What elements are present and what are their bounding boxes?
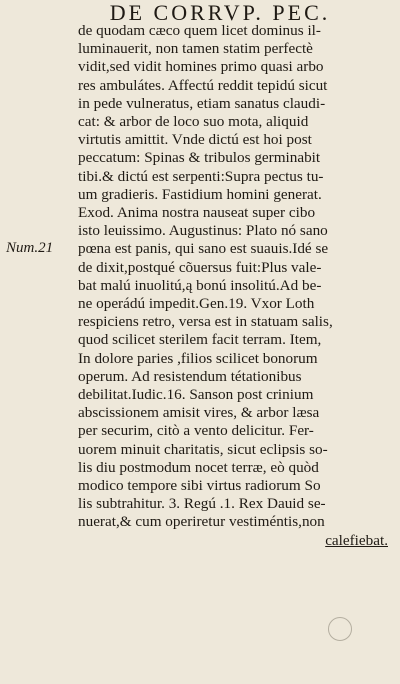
- text-line: vidit,sed vidit homines primo quasi arbo: [78, 58, 324, 76]
- body-text: [78, 22, 388, 550]
- text-line: In dolore paries ,filios scilicet bonorum: [78, 349, 318, 367]
- text-line: in pede vulneratus, etiam sanatus claudi-: [78, 94, 326, 112]
- library-stamp-icon: [328, 617, 352, 641]
- text-line: Exod. Anima nostra nauseat super cibo: [78, 204, 316, 222]
- text-line: lis diu postmodum nocet terræ, eò quòd: [78, 458, 319, 476]
- text-line: respiciens retro, versa est in statuam salis,: [78, 313, 333, 331]
- text-line: tibi.& dictú est serpenti:Supra pectus tu-: [78, 167, 324, 185]
- text-line: bat malú inuolitú,ą bonú insolitú.Ad be-: [78, 276, 322, 294]
- text-line: res ambulátes. Affectú reddit tepidú sicut: [78, 76, 328, 94]
- text-line: cat: & arbor de loco suo mota, aliquid: [78, 113, 309, 131]
- text-line: uorem minuit charitatis, sicut eclipsis so-: [78, 440, 328, 458]
- text-line: quod scilicet sterilem facit terram. Item,: [78, 331, 322, 349]
- text-line: de quodam cæco quem licet dominus il-: [78, 22, 321, 39]
- text-line: pœna est panis, qui sano est suauis.Idé se: [78, 240, 329, 258]
- text-line: peccatum: Spinas & tribulos germinabit: [78, 149, 321, 167]
- margin-note: Num.21: [6, 240, 54, 256]
- text-line: debilitat.Iudic.16. Sanson post crinium: [78, 386, 314, 404]
- catchword: calefiebat.: [325, 531, 388, 549]
- text-line: ne operádú impedit.Gen.19. Vxor Loth: [78, 295, 315, 313]
- text-line: luminauerit, non tamen statim perfectè: [78, 40, 313, 58]
- text-line: modico tempore sibi virtus radiorum So: [78, 477, 321, 495]
- text-line: um gradieris. Fastidium homini generat.: [78, 185, 322, 203]
- text-line: operum. Ad resistendum tétationibus: [78, 367, 302, 385]
- text-line: de dixit,postqué cõuersus fuit:Plus vale-: [78, 258, 322, 276]
- text-line: isto leuissimo. Augustinus: Plato nó sano: [78, 222, 328, 240]
- text-line: lis subtrahitur. 3. Regú .1. Rex Dauid se-: [78, 495, 326, 513]
- text-line: virtutis amittit. Vnde dictú est hoi post: [78, 131, 312, 149]
- running-title: DE CORRVP. PEC.: [109, 0, 331, 25]
- text-line: abscissionem amisit vires, & arbor læsa: [78, 404, 320, 422]
- text-line: per securim, citò a vento delicitur. Fer-: [78, 422, 314, 440]
- text-line: nuerat,& cum operiretur vestiméntis,non: [78, 513, 325, 531]
